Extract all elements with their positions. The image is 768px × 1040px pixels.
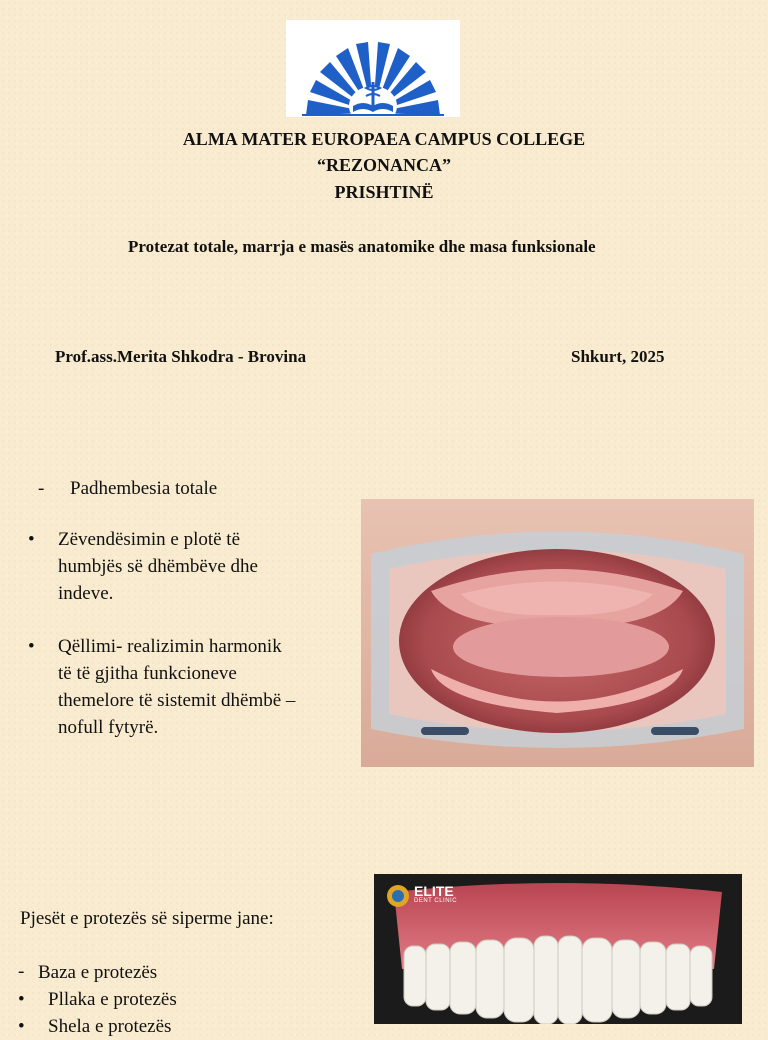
list-item-text: Pllaka e protezës (48, 989, 177, 1010)
clinic-watermark-subtitle: DENT CLINIC (414, 898, 458, 904)
clinic-watermark-title: ELITE (414, 883, 454, 899)
dash-marker: - (38, 478, 45, 499)
list-item-text: Shela e protezës (48, 1016, 172, 1037)
clinic-watermark (414, 884, 457, 904)
college-city: PRISHTINË (334, 182, 434, 202)
edentulism-slide (0, 430, 768, 790)
bullet-marker: • (28, 529, 35, 550)
bullet-line: themelore të sistemit dhëmbë – (58, 690, 296, 711)
bullet-marker: • (28, 636, 35, 657)
list-item-text: Baza e protezës (38, 962, 158, 983)
college-name: ALMA MATER EUROPAEA CAMPUS COLLEGE (182, 129, 586, 149)
title-slide (0, 0, 768, 420)
presentation-topic: Protezat totale, marrja e masës anatomike dhe masa funksionale (128, 237, 596, 256)
college-subname: “REZONANCA” (316, 155, 451, 175)
section-heading: Pjesët e protezës së siperme jane: (20, 908, 274, 929)
bullet-line: nofull fytyrë. (58, 717, 159, 738)
denture-parts-slide (0, 840, 768, 1037)
bullet-line: të të gjitha funkcioneve (58, 663, 237, 684)
dash-item-text: Padhembesia totale (70, 478, 218, 499)
upper-denture-photo (374, 874, 742, 1024)
list-marker: - (18, 961, 25, 982)
bullet-line: Qëllimi- realizimin harmonik (58, 636, 282, 657)
edentulous-mouth-photo (361, 499, 754, 767)
bullet-line: humbjës së dhëmbëve dhe (58, 556, 258, 577)
college-logo (286, 20, 460, 117)
author-name: Prof.ass.Merita Shkodra - Brovina (55, 347, 307, 366)
bullet-line: indeve. (58, 583, 114, 604)
list-marker: • (18, 989, 25, 1010)
list-marker: • (18, 1016, 25, 1037)
presentation-date: Shkurt, 2025 (571, 347, 665, 366)
bullet-line: Zëvendësimin e plotë të (58, 529, 241, 550)
